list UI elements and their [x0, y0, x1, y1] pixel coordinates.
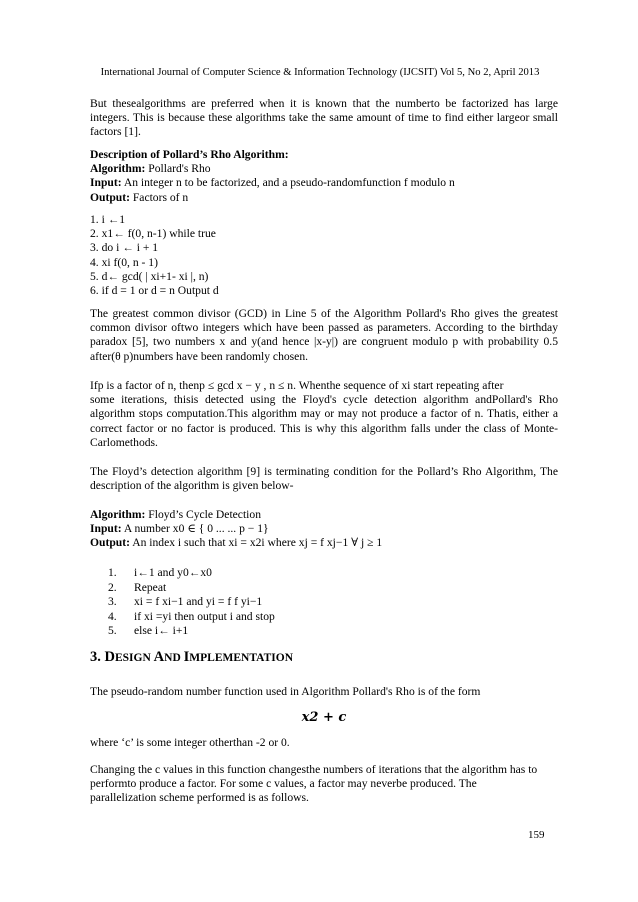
- changing-line: parallelization scheme performed is as follows.: [90, 791, 309, 805]
- section-word-1: ESIGN: [114, 652, 154, 664]
- algorithm-value: Floyd’s Cycle Detection: [145, 508, 261, 521]
- intro-paragraph: But thesealgorithms are preferred when it is known that the numberto be factorized has large integers. This is because these algorithms take the same amount of time to find either largeor small factors [1].: [90, 97, 558, 139]
- output-value: Factors of n: [129, 190, 189, 204]
- algorithm-label: Algorithm:: [90, 508, 146, 521]
- step-text: i←1 and y0←x0: [134, 566, 212, 579]
- floyd-paragraph: The Floyd’s detection algorithm [9] is terminating condition for the Pollard’s Rho Algorithm, The description of the algorithm is given below-: [90, 465, 558, 493]
- section-cap-a: A: [153, 649, 165, 665]
- step-text: xi = f xi−1 and yi = f f yi−1: [134, 595, 263, 608]
- input-label: Input:: [90, 522, 122, 536]
- algorithm-label: Algorithm:: [90, 162, 146, 176]
- section-heading: [90, 650, 293, 665]
- section-cap-i: I: [183, 649, 190, 665]
- step-text: else i← i+1: [134, 624, 189, 637]
- step-number: 3.: [108, 595, 117, 608]
- step-number: 2.: [108, 580, 117, 594]
- ifp-paragraph: [90, 379, 558, 450]
- pollard-output-line: [90, 191, 558, 205]
- step-text: if xi =yi then output i and stop: [134, 609, 275, 623]
- floyd-algorithm-line: [90, 508, 558, 522]
- algorithm-value: Pollard's Rho: [145, 162, 211, 176]
- gcd-paragraph: The greatest common divisor (GCD) in Line 5 of the Algorithm Pollard's Rho gives the greatest common divisor oftwo integers which have been passed as parameters. According to the birthday paradox [5], two numbers x and y(and hence |x-y|) are congruent modulo p with probability 0.5 after(θ p)numbers have been randomly chosen.: [90, 307, 558, 363]
- journal-header: International Journal of Computer Science & Information Technology (IJCSIT) Vol 5, No 2, April 2013: [100, 67, 540, 78]
- changing-line: Changing the c values in this function changesthe numbers of iterations that the algorithm has to: [90, 763, 538, 776]
- ifp-first-line: [90, 379, 558, 393]
- pollard-step: 2. x1← f(0, n-1) while true: [90, 227, 216, 241]
- pollard-step: 5. d← gcd( | xi+1- xi |, n): [90, 269, 209, 283]
- pollard-description: [90, 148, 558, 205]
- input-label: Input:: [90, 176, 122, 190]
- ifp-first-line-b: Whenthe sequence of xi start repeating after: [296, 379, 504, 392]
- floyd-description: [90, 508, 558, 551]
- changing-paragraph: [90, 763, 558, 806]
- ifp-rest: some iterations, thisis detected using the Floyd's cycle detection algorithm andPollard's Rho algorithm stops computation.This algorithm may or may not produce a factor of n. Thatis, either a correct factor or no factor is produced. This is why this algorithm falls under the class of Monte-Carlomethods.: [90, 393, 558, 449]
- step-number: 1.: [108, 566, 117, 579]
- pollard-step: 6. if d = 1 or d = n Output d: [90, 284, 219, 298]
- design-paragraph: The pseudo-random number function used in Algorithm Pollard's Rho is of the form: [90, 685, 481, 698]
- where-paragraph: where ‘c’ is some integer otherthan -2 or 0.: [90, 736, 290, 749]
- output-value: An index i such that xi = x2i where xj = f xj−1 ∀ j ≥ 1: [129, 536, 383, 550]
- output-label: Output:: [90, 536, 130, 550]
- pollard-algorithm-line: [90, 162, 558, 176]
- pollard-step: 4. xi f(0, n - 1): [90, 255, 158, 269]
- input-value: A number x0 ∈ { 0 ... ... p − 1}: [121, 522, 269, 536]
- step-text: Repeat: [134, 580, 167, 594]
- step-number: 5.: [108, 624, 117, 637]
- section-word-2: ND: [164, 652, 184, 664]
- input-value: An integer n to be factorized, and a pseudo-randomfunction f modulo n: [121, 176, 455, 190]
- changing-line: performto produce a factor. For some c values, a factor may neverbe produced. The: [90, 777, 477, 791]
- section-word-3: MPLEMENTATION: [189, 652, 294, 664]
- pollard-step: 1. i ←1: [90, 213, 126, 226]
- page-number: 159: [528, 829, 545, 841]
- output-label: Output:: [90, 190, 130, 204]
- floyd-output-line: [90, 536, 558, 550]
- section-number: 3. D: [90, 649, 115, 665]
- formula: x2 + c: [301, 710, 347, 725]
- step-number: 4.: [108, 609, 117, 623]
- pollard-step: 3. do i ← i + 1: [90, 241, 159, 255]
- floyd-input-line: [90, 522, 558, 536]
- pollard-heading: Description of Pollard’s Rho Algorithm:: [90, 148, 289, 161]
- pollard-steps: [90, 213, 558, 298]
- pollard-input-line: [90, 176, 558, 190]
- ifp-first-line-a: Ifp is a factor of n, thenp ≤ gcd x − y , n ≤ n.: [90, 379, 297, 392]
